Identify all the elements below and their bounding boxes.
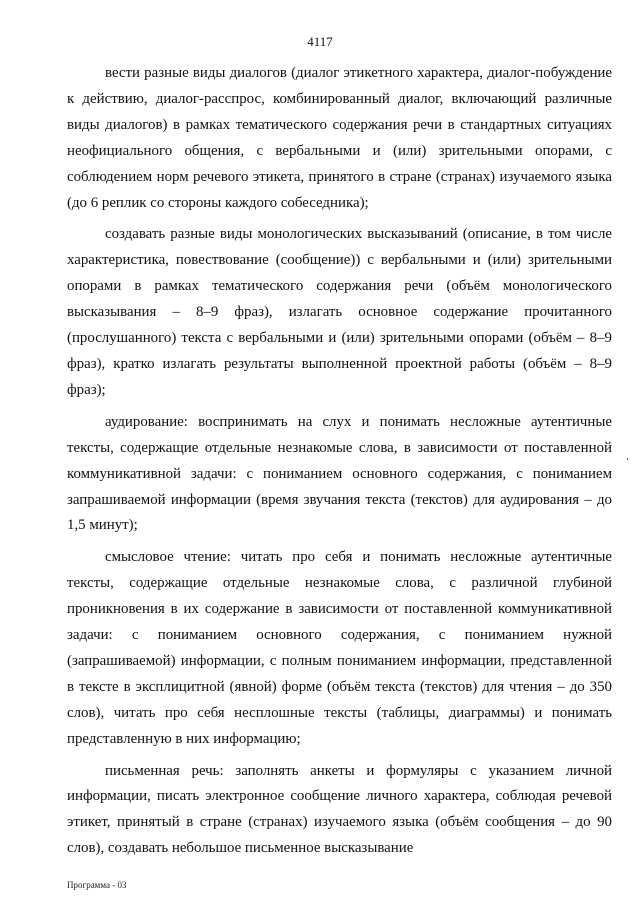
page-number: 4117 (307, 34, 333, 49)
paragraph-monologue: создавать разные виды монологических высказываний (описание, в том числе характеристика, повествование (сообщение)) с вербальными и (или) зрительными опорами в рамках тематического содержания речи (объём монологического высказывания – 8–9 фраз), излагать основное содержание прочитанного (прослушанного) текста с вербальными и (или) зрительными опорами (объём – 8–9 фраз), кратко излагать результаты выполненной проектной работы (объём – 8–9 фраз); (67, 226, 612, 398)
paragraph-writing: письменная речь: заполнять анкеты и формуляры с указанием личной информации, писать электронное сообщение личного характера, соблюдая речевой этикет, принятый в стране (странах) изучаемого языка (объём сообщения – до 90 слов), создавать небольшое письменное высказывание (67, 762, 612, 857)
paragraph-dialogue: вести разные виды диалогов (диалог этикетного характера, диалог-побуждение к действию, диалог-расспрос, комбинированный диалог, включающий различные виды диалогов) в рамках тематического содержания речи в стандартных ситуациях неофициального общения, с вербальными и (или) зрительными опорами, с соблюдением норм речевого этикета, принятого в стране (странах) изучаемого языка (до 6 реплик со стороны каждого собеседника); (67, 65, 612, 211)
paragraph-reading: смысловое чтение: читать про себя и понимать несложные аутентичные тексты, содержащие отдельные незнакомые слова, с различной глубиной проникновения в их содержание в зависимости от поставленной коммуникативной задачи: с пониманием основного содержания, с пониманием нужной (запрашиваемой) информации, с полным пониманием информации, представленной в тексте в эксплицитной (явной) форме (объём текста (текстов) для чтения – до 350 слов), читать про себя несплошные тексты (таблицы, диаграммы) и понимать представленную в них информацию; (67, 549, 612, 747)
footer-label: Программа - 03 (67, 880, 127, 890)
paragraph-listening: аудирование: воспринимать на слух и понимать несложные аутентичные тексты, содержащие отдельные незнакомые слова, в зависимости от поставленной коммуникативной задачи: с пониманием основного содержания, с пониманием запрашиваемой информации (время звучания текста (текстов) для аудирования – до 1,5 минут); (67, 413, 612, 534)
body-text (67, 61, 612, 862)
scan-speck (627, 458, 628, 460)
